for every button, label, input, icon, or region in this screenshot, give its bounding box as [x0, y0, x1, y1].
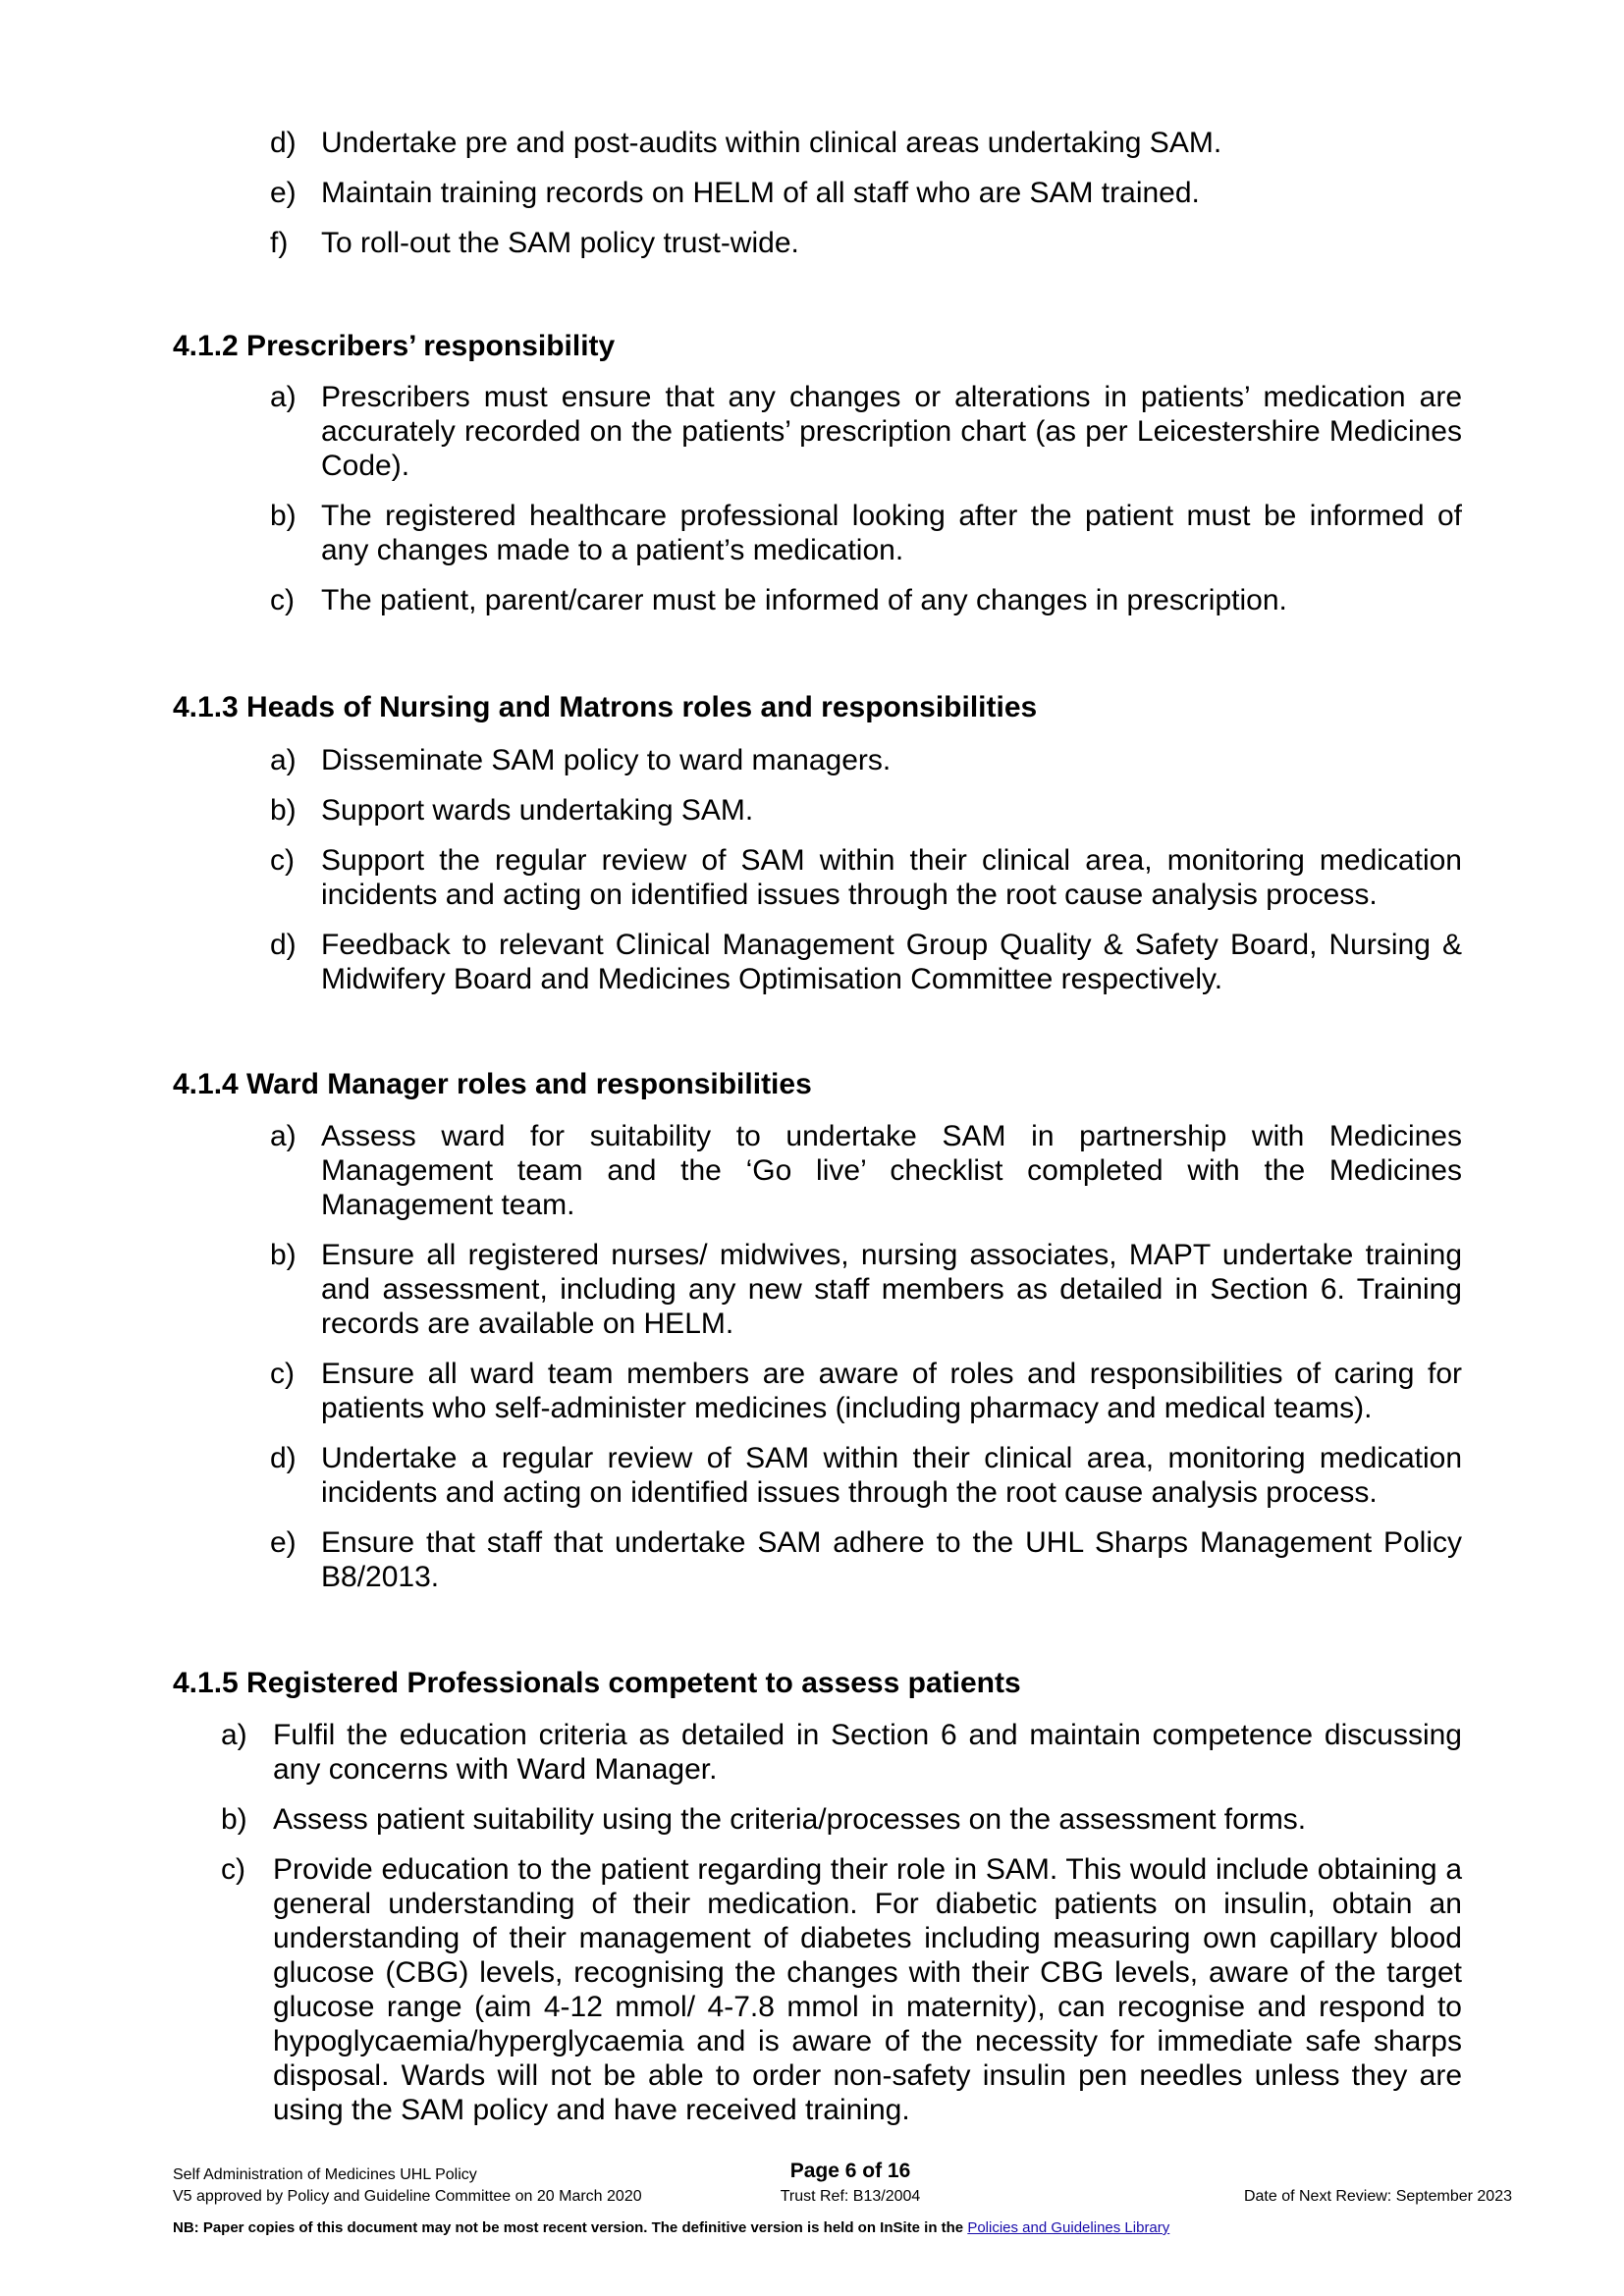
list-text: To roll-out the SAM policy trust-wide.	[321, 227, 799, 259]
list-text: Maintain training records on HELM of all staff who are SAM trained.	[321, 177, 1200, 209]
list-text: Prescribers must ensure that any changes or alterations in patients’ medication are accurately recorded on the patients’ prescription chart (as per Leicestershire Medicines Code).	[321, 381, 1462, 482]
list-marker: b)	[221, 1803, 247, 1836]
list-item	[270, 743, 1462, 777]
footer-trust-ref: Trust Ref: B13/2004	[780, 2188, 921, 2205]
list-marker: e)	[270, 177, 297, 209]
list-marker: d)	[270, 1442, 297, 1474]
section-heading-4-1-2: 4.1.2 Prescribers’ responsibility	[173, 330, 616, 362]
list-text: Support the regular review of SAM within their clinical area, monitoring medication incidents and acting on identified issues through the root cause analysis process.	[321, 844, 1462, 911]
intro-list	[270, 126, 1462, 276]
list-item	[270, 843, 1462, 912]
section-heading-4-1-3: 4.1.3 Heads of Nursing and Matrons roles and responsibilities	[173, 691, 1038, 723]
list-item	[221, 1852, 1462, 2127]
list-text: Ensure all registered nurses/ midwives, nursing associates, MAPT undertake training and assessment, including any new staff members as detailed in Section 6. Training records are available on HELM.	[321, 1239, 1462, 1340]
list-text: Assess patient suitability using the criteria/processes on the assessment forms.	[273, 1803, 1307, 1836]
section-list-4-1-3	[270, 743, 1462, 1012]
list-item	[270, 1238, 1462, 1341]
footer-row-1	[173, 2160, 1512, 2185]
list-text: Ensure that staff that undertake SAM adhere to the UHL Sharps Management Policy B8/2013.	[321, 1526, 1462, 1593]
list-item	[270, 176, 1462, 210]
list-marker: c)	[221, 1853, 245, 1886]
section-list-4-1-4	[270, 1119, 1462, 1610]
list-marker: e)	[270, 1526, 297, 1559]
list-item	[270, 928, 1462, 996]
list-item	[270, 793, 1462, 828]
list-item	[270, 380, 1462, 483]
section-list-4-1-2	[270, 380, 1462, 633]
list-item	[270, 1441, 1462, 1510]
footer-policy-title: Self Administration of Medicines UHL Policy	[173, 2166, 477, 2183]
page-number: Page 6 of 16	[789, 2160, 911, 2182]
list-text: Provide education to the patient regarding their role in SAM. This would include obtaining a general understanding of their medication. For diabetic patients on insulin, obtain an understanding of their management of diabetes including measuring own capillary blood glucose (CBG) levels, recognising the changes with their CBG levels, aware of the target glucose range (aim 4-12 mmol/ 4-7.8 mmol in maternity), can recognise and respond to hypoglycaemia/hyperglycaemia and is aware of the necessity for immediate safe sharps disposal. Wards will not be able to order non-safety insulin pen needles unless they are using the SAM policy and have received training.	[273, 1853, 1462, 2126]
list-marker: d)	[270, 929, 297, 961]
footer-nb-text: NB: Paper copies of this document may not be most recent version. The definitive version is held on InSite in the	[173, 2219, 968, 2236]
list-item	[270, 583, 1462, 617]
section-list-4-1-5	[221, 1718, 1462, 2143]
footer-next-review: Date of Next Review: September 2023	[1243, 2188, 1512, 2205]
list-marker: b)	[270, 794, 297, 827]
list-text: Feedback to relevant Clinical Management Group Quality & Safety Board, Nursing & Midwifery Board and Medicines Optimisation Committee respectively.	[321, 929, 1462, 995]
list-text: Ensure all ward team members are aware of roles and responsibilities of caring for patients who self-administer medicines (including pharmacy and medical teams).	[321, 1358, 1462, 1424]
footer-approval: V5 approved by Policy and Guideline Committee on 20 March 2020	[173, 2188, 642, 2205]
list-item	[270, 1357, 1462, 1425]
list-marker: c)	[270, 1358, 295, 1390]
list-marker: a)	[270, 744, 297, 776]
list-text: Undertake pre and post-audits within clinical areas undertaking SAM.	[321, 127, 1222, 159]
list-marker: f)	[270, 227, 289, 259]
policies-library-link[interactable]: Policies and Guidelines Library	[967, 2219, 1170, 2236]
section-heading-4-1-5: 4.1.5 Registered Professionals competent to assess patients	[173, 1667, 1021, 1699]
list-item	[270, 1119, 1462, 1222]
footer-row-2	[173, 2187, 1512, 2207]
list-text: Fulfil the education criteria as detailed in Section 6 and maintain competence discussing any concerns with Ward Manager.	[273, 1719, 1462, 1786]
list-item	[270, 499, 1462, 567]
footer-nb-notice	[173, 2218, 1169, 2238]
list-marker: b)	[270, 500, 297, 532]
list-marker: a)	[221, 1719, 247, 1751]
list-item	[270, 226, 1462, 260]
list-item	[221, 1718, 1462, 1787]
list-marker: c)	[270, 844, 295, 877]
list-text: The registered healthcare professional looking after the patient must be informed of any changes made to a patient’s medication.	[321, 500, 1462, 566]
list-item	[270, 1525, 1462, 1594]
list-text: Undertake a regular review of SAM within their clinical area, monitoring medication incidents and acting on identified issues through the root cause analysis process.	[321, 1442, 1462, 1509]
list-text: The patient, parent/carer must be informed of any changes in prescription.	[321, 584, 1287, 616]
list-marker: a)	[270, 381, 297, 413]
section-heading-4-1-4: 4.1.4 Ward Manager roles and responsibilities	[173, 1068, 812, 1100]
list-marker: b)	[270, 1239, 297, 1271]
list-marker: a)	[270, 1120, 297, 1152]
list-marker: c)	[270, 584, 295, 616]
list-text: Assess ward for suitability to undertake SAM in partnership with Medicines Management team and the ‘Go live’ checklist completed with the Medicines Management team.	[321, 1120, 1462, 1221]
list-item	[221, 1802, 1462, 1837]
list-item	[270, 126, 1462, 160]
list-marker: d)	[270, 127, 297, 159]
list-text: Support wards undertaking SAM.	[321, 794, 754, 827]
list-text: Disseminate SAM policy to ward managers.	[321, 744, 892, 776]
